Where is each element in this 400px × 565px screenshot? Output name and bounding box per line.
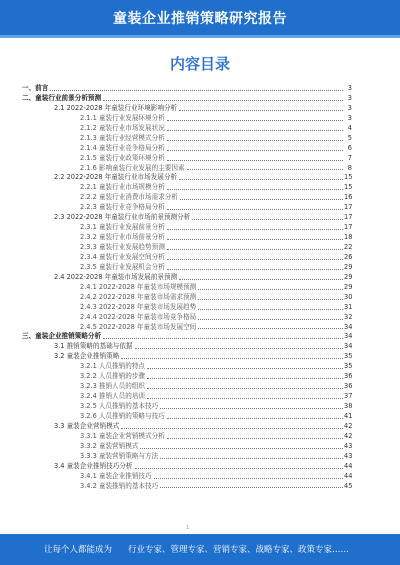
toc-entry-label: 3.3 童装企业营销模式 [54, 421, 120, 430]
toc-entry-page: 17 [344, 223, 353, 232]
toc-leader-dots [179, 273, 343, 283]
toc-leader-dots [167, 183, 343, 193]
toc-entry-label: 2.4.5 2022-2028 年童装市场发展空间 [80, 322, 197, 331]
toc-entry[interactable] [22, 372, 352, 382]
toc-entry-label: 3.2.4 推销人员的培训 [80, 392, 146, 401]
toc-entry-label: 2.2.1 童装行业市场规模分析 [80, 183, 165, 192]
report-footer [0, 534, 400, 565]
toc-entry[interactable] [22, 124, 352, 134]
toc-entry-page: 3 [347, 113, 352, 122]
toc-entry-page: 36 [344, 372, 353, 381]
toc-entry-label: 2.1.4 童装行业竞争格局分析 [80, 143, 165, 152]
toc-entry-page: 44 [344, 461, 353, 470]
toc-entry[interactable] [22, 203, 352, 213]
toc-entry-label: 2.3.2 童装行业市场前景分析 [80, 233, 165, 242]
toc-entry[interactable] [22, 154, 352, 164]
toc-entry-page: 35 [344, 362, 353, 371]
toc-leader-dots [147, 382, 343, 392]
toc-leader-dots [180, 193, 343, 203]
toc-entry-page: 16 [344, 193, 353, 202]
toc-entry-page: 31 [344, 302, 353, 311]
toc-leader-dots [147, 392, 343, 402]
toc-leader-dots [160, 402, 343, 412]
toc-entry[interactable] [22, 104, 352, 114]
toc-leader-dots [50, 84, 343, 94]
toc-entry-label: 2.3 2022-2028 年童装行业市场前景预测分析 [54, 213, 191, 222]
toc-leader-dots [167, 134, 343, 144]
footer-right-text: 行业专家、管理专家、营销专家、战略专家、政策专家…… [128, 545, 350, 555]
toc-entry-label: 2.3.1 童装行业发展前景分析 [80, 223, 165, 232]
toc-entry-page: 29 [344, 272, 353, 281]
page-number: 1 [186, 525, 190, 531]
toc-entry[interactable] [22, 144, 352, 154]
toc-entry-label: 3.2 童装企业推销策略 [54, 352, 120, 361]
toc-entry-page: 32 [344, 312, 353, 321]
header-stripe [0, 35, 400, 38]
toc-entry[interactable] [22, 412, 352, 422]
toc-leader-dots [140, 442, 343, 452]
toc-leader-dots [198, 303, 343, 313]
toc-entry[interactable] [22, 253, 352, 263]
toc-entry[interactable] [22, 233, 352, 243]
toc-entry-label: 2.1.5 童装行业政策环境分析 [80, 153, 165, 162]
toc-leader-dots [167, 203, 343, 213]
toc-entry-page: 15 [344, 173, 353, 182]
toc-entry[interactable] [22, 462, 352, 472]
toc-entry-label: 2.4.2 2022-2028 年童装市场需求预测 [80, 292, 197, 301]
toc-entry-label: 3.2.1 人员推销的特点 [80, 362, 146, 371]
toc-entry-page: 3 [347, 84, 352, 92]
toc-leader-dots [167, 124, 343, 134]
toc-leader-dots [147, 372, 343, 382]
toc-entry[interactable] [22, 94, 352, 104]
toc-entry[interactable] [22, 263, 352, 273]
toc-entry[interactable] [22, 114, 352, 124]
toc-entry-page: 3 [347, 93, 352, 102]
toc-entry-label: 3.2.3 推销人员的组织 [80, 382, 146, 391]
toc-entry-page: 44 [344, 471, 353, 480]
toc-entry[interactable] [22, 323, 352, 333]
toc-leader-dots [167, 114, 343, 124]
toc-entry[interactable] [22, 432, 352, 442]
toc-entry[interactable] [22, 273, 352, 283]
toc-title: 内容目录 [169, 55, 230, 73]
toc-entry-label: 3.4.2 童装推销的基本技巧 [80, 481, 159, 490]
toc-entry-label: 2.4.4 2022-2028 年童装市场竞争格局 [80, 312, 197, 321]
toc-entry-page: 17 [344, 203, 353, 212]
toc-entry[interactable] [22, 352, 352, 362]
toc-entry[interactable] [22, 303, 352, 313]
toc-leader-dots [121, 352, 343, 362]
toc-entry[interactable] [22, 193, 352, 203]
toc-entry-page: 29 [344, 282, 353, 291]
toc-entry-page: 34 [344, 342, 353, 351]
toc-entry-label: 二、童装行业前景分析预测 [22, 93, 102, 102]
toc-entry-label: 2.4 2022-2028 年童装市场发展前景预测 [54, 272, 178, 281]
toc-entry-label: 2.1.3 童装行业经营模式分析 [80, 133, 165, 142]
toc-entry-page: 15 [344, 183, 353, 192]
toc-entry[interactable] [22, 442, 352, 452]
toc-entry-page: 29 [344, 262, 353, 271]
toc-entry-label: 3.3.3 童装营销策略与方法 [80, 451, 159, 460]
toc-entry[interactable] [22, 422, 352, 432]
toc-entry[interactable] [22, 382, 352, 392]
toc-leader-dots [135, 342, 343, 352]
toc-entry[interactable] [22, 134, 352, 144]
toc-entry-page: 5 [347, 133, 352, 142]
toc-entry-page: 42 [344, 421, 353, 430]
toc-entry-label: 2.1.2 童装行业市场发展状况 [80, 123, 165, 132]
toc-entry-label: 2.3.4 童装行业发展空间分析 [80, 252, 165, 261]
toc-leader-dots [167, 412, 343, 422]
toc-entry-page: 17 [344, 213, 353, 222]
toc-entry-label: 3.2.6 人员推销的策略与技巧 [80, 411, 165, 420]
toc-entry-label: 一、前言 [22, 84, 49, 92]
footer-left-text: 让每个人都能成为 [44, 545, 113, 555]
toc-entry[interactable] [22, 164, 352, 174]
toc-entry[interactable] [22, 392, 352, 402]
toc-leader-dots [103, 332, 343, 342]
toc-entry[interactable] [22, 173, 352, 183]
toc-entry-page: 8 [347, 163, 352, 172]
toc-entry-page: 43 [344, 451, 353, 460]
toc-leader-dots [167, 154, 343, 164]
toc-leader-dots [167, 432, 343, 442]
toc-leader-dots [147, 362, 343, 372]
toc-leader-dots [167, 223, 343, 233]
toc-entry[interactable] [22, 362, 352, 372]
toc-entry-page: 26 [344, 252, 353, 261]
toc-entry[interactable] [22, 223, 352, 233]
toc-entry-label: 2.2.3 童装行业竞争格局分析 [80, 203, 165, 212]
toc-entry-label: 3.4.1 童装企业推销技巧 [80, 471, 152, 480]
toc-leader-dots [167, 243, 343, 253]
report-header [0, 0, 400, 38]
toc-entry-page: 35 [344, 352, 353, 361]
toc-leader-dots [167, 253, 343, 263]
toc-entry[interactable] [22, 472, 352, 482]
toc-entry[interactable] [22, 452, 352, 462]
toc-entry-page: 3 [347, 103, 352, 112]
toc-entry-label: 2.1.6 影响童装行业发展的主要因素 [80, 163, 185, 172]
toc-entry-label: 3.3.2 童装营销模式 [80, 441, 139, 450]
toc-entry-label: 2.2.2 童装行业消费市场需求分析 [80, 193, 178, 202]
toc-entry[interactable] [22, 332, 352, 342]
toc-leader-dots [167, 233, 343, 243]
toc-leader-dots [160, 482, 343, 492]
toc-entry[interactable] [22, 313, 352, 323]
toc-leader-dots [179, 104, 343, 114]
toc-entry-label: 2.4.3 2022-2028 年童装市场发展趋势 [80, 302, 197, 311]
toc-entry-page: 30 [344, 292, 353, 301]
toc-entry[interactable] [22, 243, 352, 253]
toc-entry[interactable] [22, 402, 352, 412]
toc-entry-page: 41 [344, 411, 353, 420]
toc-entry-label: 3.2.2 人员推销的步骤 [80, 372, 146, 381]
toc-entry-page: 34 [344, 322, 353, 331]
toc-entry-label: 2.3.3 童装行业发展趋势预测 [80, 243, 165, 251]
toc-entry-page: 34 [344, 332, 353, 341]
toc-leader-dots [179, 173, 343, 183]
toc-entry-label: 3.2.5 人员推销的基本技巧 [80, 402, 159, 410]
toc-entry-page: 22 [344, 243, 353, 251]
toc-entry-label: 2.4.1 2022-2028 年童装市场规模预测 [80, 282, 197, 291]
toc-entry-page: 43 [344, 441, 353, 450]
toc-entry-label: 3.4 童装企业推销技巧分析 [54, 461, 133, 470]
toc-entry-label: 2.1 2022-2028 年童装行业环境影响分析 [54, 103, 178, 112]
toc-entry-label: 2.2 2022-2028 年童装行业市场发展分析 [54, 173, 178, 182]
toc-entry-page: 4 [347, 123, 352, 132]
toc-leader-dots [187, 164, 343, 174]
toc-leader-dots [160, 452, 343, 462]
toc-leader-dots [167, 144, 343, 154]
toc-entry-label: 三、童装企业推销策略分析 [22, 332, 102, 341]
toc-entry[interactable] [22, 84, 352, 94]
toc-entry[interactable] [22, 213, 352, 223]
toc-entry-page: 18 [344, 233, 353, 242]
toc-leader-dots [135, 462, 343, 472]
toc-entry-page: 36 [344, 382, 353, 391]
toc-entry-label: 3.1 推销策略的基础与依据 [54, 342, 133, 351]
toc-entry-page: 7 [347, 153, 352, 162]
table-of-contents [22, 84, 352, 491]
toc-entry[interactable] [22, 342, 352, 352]
toc-entry[interactable] [22, 283, 352, 293]
toc-leader-dots [154, 472, 343, 482]
toc-entry-page: 6 [347, 143, 352, 152]
toc-entry-page: 42 [344, 431, 353, 440]
toc-entry[interactable] [22, 482, 352, 492]
toc-entry[interactable] [22, 183, 352, 193]
toc-entry-label: 2.1.1 童装行业发展环境分析 [80, 113, 165, 122]
report-title: 童装企业推销策略研究报告 [113, 11, 287, 27]
toc-leader-dots [198, 283, 343, 293]
toc-leader-dots [198, 313, 343, 323]
toc-leader-dots [198, 323, 343, 333]
toc-leader-dots [192, 213, 343, 223]
toc-entry-page: 45 [344, 481, 353, 490]
toc-leader-dots [198, 293, 343, 303]
toc-leader-dots [167, 263, 343, 273]
toc-entry[interactable] [22, 293, 352, 303]
toc-entry-page: 37 [344, 392, 353, 401]
toc-leader-dots [121, 422, 343, 432]
toc-entry-label: 3.3.1 童装企业营销模式分析 [80, 431, 165, 440]
toc-entry-page: 38 [344, 402, 353, 410]
toc-entry-label: 2.3.5 童装行业发展机会分析 [80, 262, 165, 271]
toc-leader-dots [103, 94, 343, 104]
